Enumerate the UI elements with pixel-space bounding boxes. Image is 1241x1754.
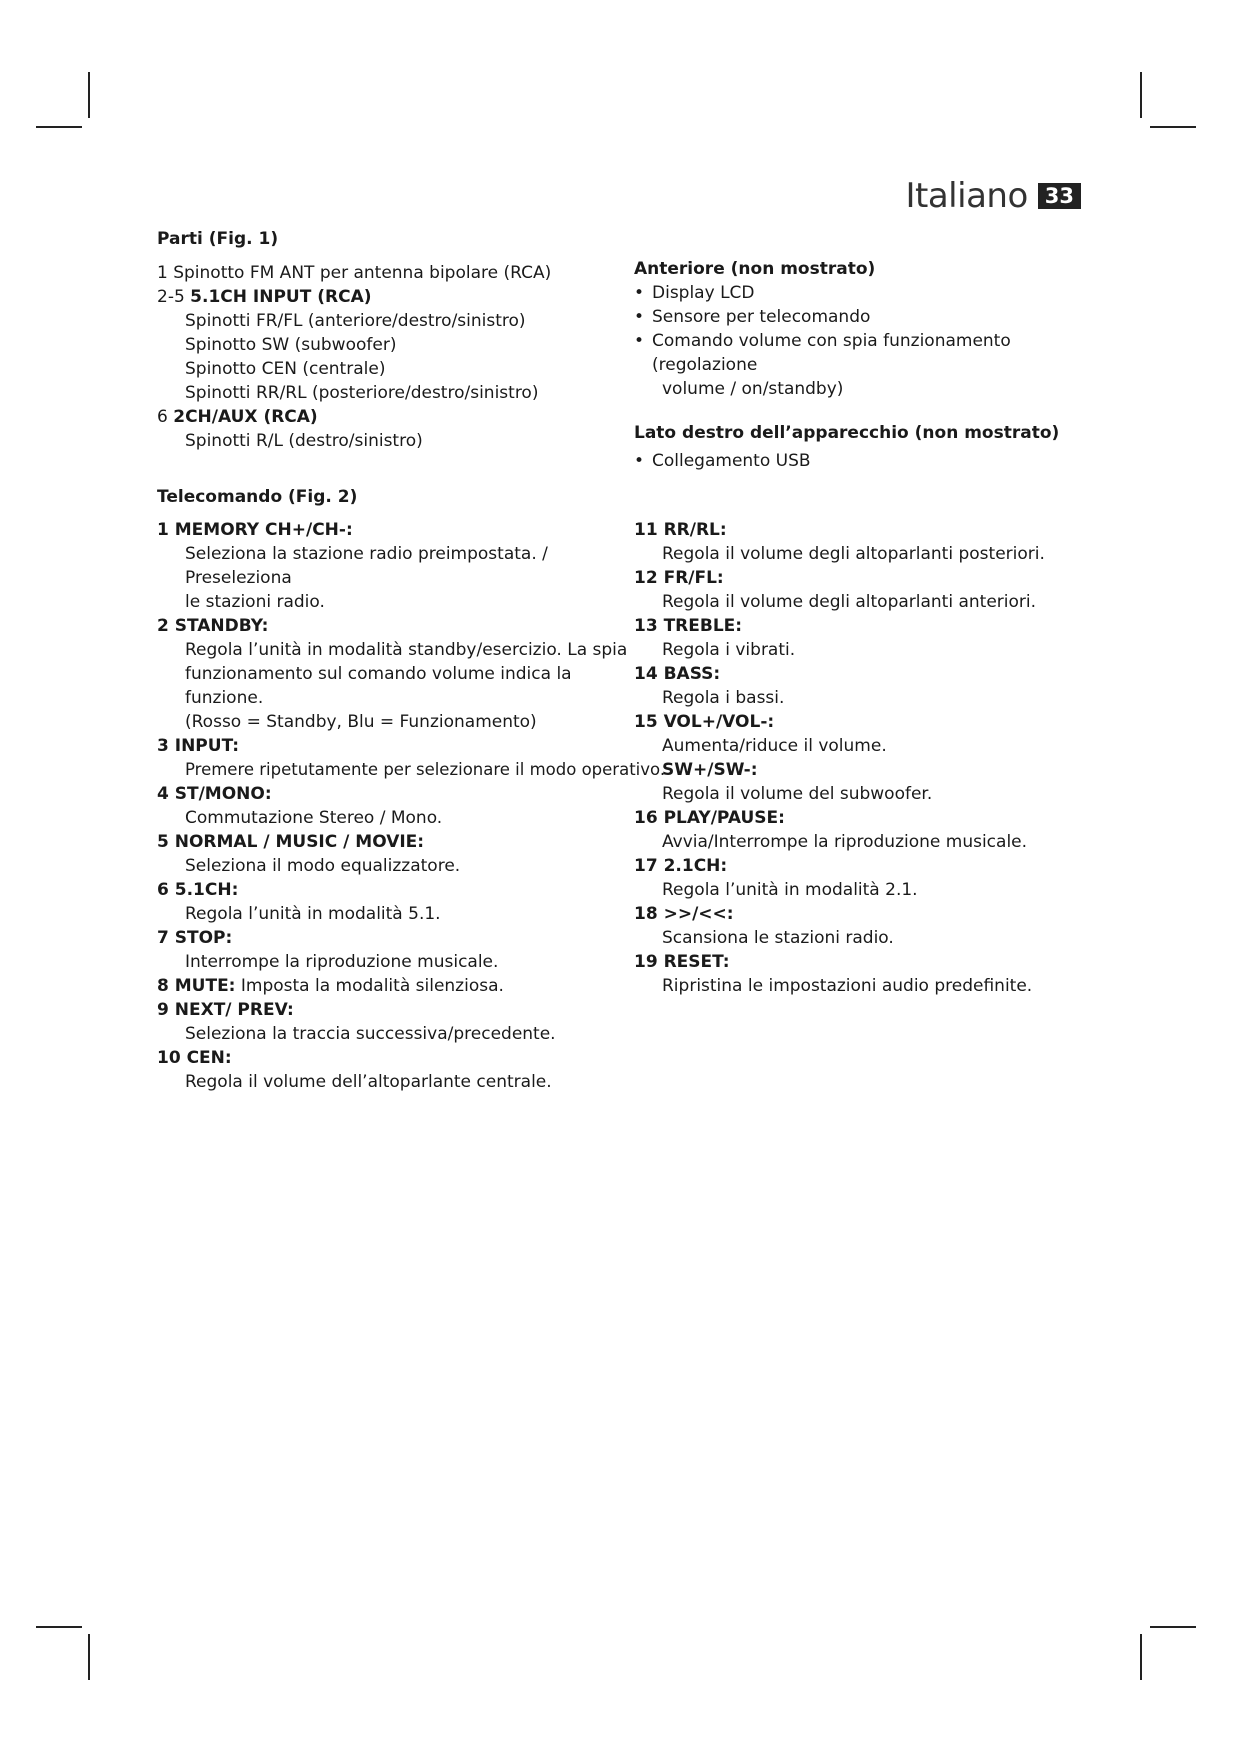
remote-item-text: Commutazione Stereo / Mono. [185,808,443,828]
remote-item-text: Regola l’unità in modalità 5.1. [185,904,441,924]
remote-item-text: Regola l’unità in modalità 2.1. [662,880,918,900]
remote-item-text: Regola l’unità in modalità standby/esercizio. La spia [185,640,628,660]
remote-item-title: 4 ST/MONO: [157,784,272,804]
remote-item-text: Avvia/Interrompe la riproduzione musicale. [662,832,1028,852]
parts-line: Spinotto SW (subwoofer) [185,335,397,355]
crop-mark [1150,1626,1196,1628]
front-bullet: • Display LCD [634,283,755,303]
parts-item-6 [157,405,627,429]
remote-item-title: 5 NORMAL / MUSIC / MOVIE: [157,832,425,852]
parts-item-1: 1 Spinotto FM ANT per antenna bipolare (RCA) [157,263,552,283]
remote-item-text: Seleziona la stazione radio preimpostata. / Preseleziona [185,544,548,588]
remote-item-text: Aumenta/riduce il volume. [662,736,887,756]
page-header [905,176,1081,216]
remote-item-text: Ripristina le impostazioni audio predefinite. [662,976,1033,996]
remote-item-text: Regola il volume dell’altoparlante centrale. [185,1072,552,1092]
front-bullet: • Sensore per telecomando [634,307,871,327]
remote-item-text: funzionamento sul comando volume indica la funzione. [185,664,572,708]
remote-item-title: 17 2.1CH: [634,856,728,876]
remote-item-subtitle: SW+/SW-: [662,760,758,780]
right-side-title: Lato destro dell’apparecchio (non mostrato) [634,423,1060,443]
crop-mark [88,1634,90,1680]
remote-item-title: 19 RESET: [634,952,730,972]
parts-item-2-title: 5.1CH INPUT (RCA) [190,287,372,307]
right-side-bullet: • Collegamento USB [634,451,811,471]
crop-mark [1150,126,1196,128]
remote-item-title: 6 5.1CH: [157,880,239,900]
remote-item-text: Seleziona il modo equalizzatore. [185,856,461,876]
remote-item-title: 7 STOP: [157,928,233,948]
remote-item-text: Interrompe la riproduzione musicale. [185,952,499,972]
parts-title: Parti (Fig. 1) [157,229,279,249]
remote-item-title: 11 RR/RL: [634,520,727,540]
remote-left-column [157,518,666,1094]
front-title: Anteriore (non mostrato) [634,259,876,279]
crop-mark [36,126,82,128]
remote-item-text: Premere ripetutamente per selezionare il modo operativo. [185,760,666,779]
parts-item-2 [157,285,627,309]
remote-item-title: 8 MUTE: [157,976,236,996]
remote-right-column [634,518,1114,998]
parts-line: Spinotti R/L (destro/sinistro) [185,431,423,451]
remote-item-text: Seleziona la traccia successiva/precedente. [185,1024,556,1044]
remote-item-title: 14 BASS: [634,664,721,684]
language-title: Italiano [905,176,1028,216]
parts-section [157,227,627,453]
crop-mark [88,72,90,118]
remote-item-text: Regola il volume degli altoparlanti anteriori. [662,592,1037,612]
remote-item-title: 9 NEXT/ PREV: [157,1000,294,1020]
remote-item-title: 2 STANDBY: [157,616,269,636]
parts-item-6-title: 2CH/AUX (RCA) [173,407,318,427]
remote-item-text: Regola il volume degli altoparlanti posteriori. [662,544,1045,564]
front-section [634,257,1104,473]
remote-item-title: 12 FR/FL: [634,568,724,588]
remote-item-title: 10 CEN: [157,1048,232,1068]
parts-line: Spinotto CEN (centrale) [185,359,386,379]
remote-item-text: Regola i bassi. [662,688,785,708]
front-bullet-continuation: volume / on/standby) [662,379,844,399]
remote-item-title: 16 PLAY/PAUSE: [634,808,785,828]
remote-item-text: Regola il volume del subwoofer. [662,784,933,804]
remote-item-8 [157,974,637,998]
remote-item-title: 18 >>/<<: [634,904,734,924]
crop-mark [1140,1634,1142,1680]
parts-line: Spinotti RR/RL (posteriore/destro/sinistro) [185,383,539,403]
remote-item-text: Scansiona le stazioni radio. [662,928,894,948]
parts-line: Spinotti FR/FL (anteriore/destro/sinistro) [185,311,526,331]
parts-item-2-number: 2-5 [157,287,191,307]
remote-item-title: 15 VOL+/VOL-: [634,712,775,732]
remote-item-text: Imposta la modalità silenziosa. [235,976,504,996]
remote-item-text: Regola i vibrati. [662,640,796,660]
parts-item-6-number: 6 [157,407,174,427]
front-bullet: • Comando volume con spia funzionamento (regolazione [634,331,1011,375]
remote-item-title: 13 TREBLE: [634,616,743,636]
crop-mark [1140,72,1142,118]
crop-mark [36,1626,82,1628]
remote-title: Telecomando (Fig. 2) [157,487,358,507]
remote-item-title: 1 MEMORY CH+/CH-: [157,520,353,540]
remote-item-text: (Rosso = Standby, Blu = Funzionamento) [185,712,537,732]
remote-item-title: 3 INPUT: [157,736,240,756]
remote-item-text: le stazioni radio. [185,592,325,612]
page-number: 33 [1038,183,1081,209]
